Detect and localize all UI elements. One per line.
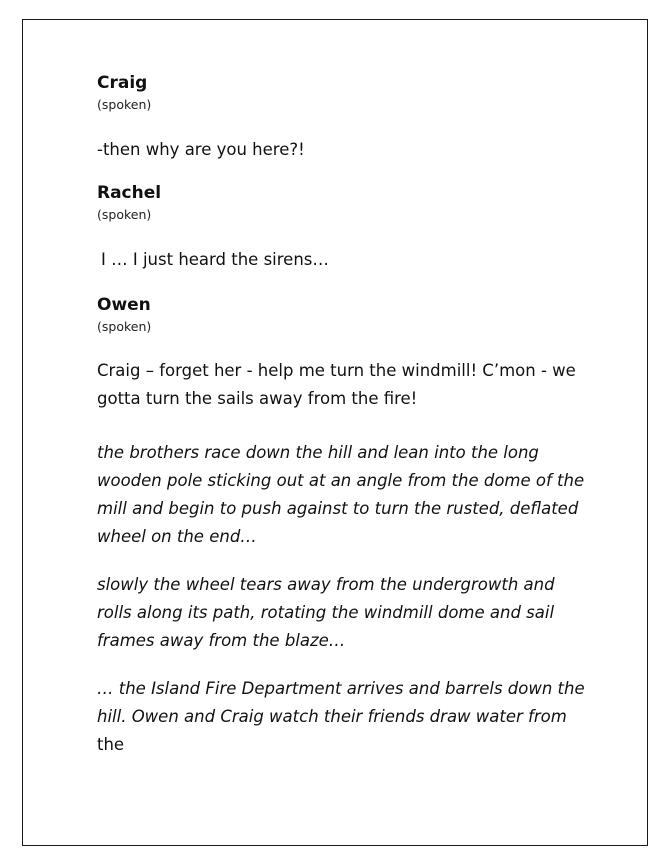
script-content: [97, 72, 587, 759]
dialogue-line-owen: Craig – forget her - help me turn the windmill! C’mon - we gotta turn the sails away from the fire!: [97, 361, 576, 408]
direction-spoken: (spoken): [97, 97, 152, 112]
direction-spoken: (spoken): [97, 319, 152, 334]
script-page: [22, 19, 648, 846]
action-description: [97, 675, 587, 759]
dialogue-line-rachel: I … I just heard the sirens…: [101, 250, 329, 269]
action-text: … the Island Fire Department arrives and barrels down the hill. Owen and Craig watch their friends draw water from: [97, 679, 585, 726]
speaker-rachel: Rachel: [97, 183, 162, 203]
action-description: slowly the wheel tears away from the undergrowth and rolls along its path, rotating the windmill dome and sail frames away from the blaze…: [97, 575, 555, 650]
dialogue-line-craig: -then why are you here?!: [97, 140, 305, 159]
speaker-owen: Owen: [97, 295, 151, 315]
action-description: the brothers race down the hill and lean into the long wooden pole sticking out at an angle from the dome of the mill and begin to push against to turn the rusted, deflated wheel on the end…: [97, 443, 585, 546]
direction-spoken: (spoken): [97, 207, 152, 222]
speaker-craig: Craig: [97, 73, 148, 93]
trailing-word: the: [97, 735, 125, 754]
